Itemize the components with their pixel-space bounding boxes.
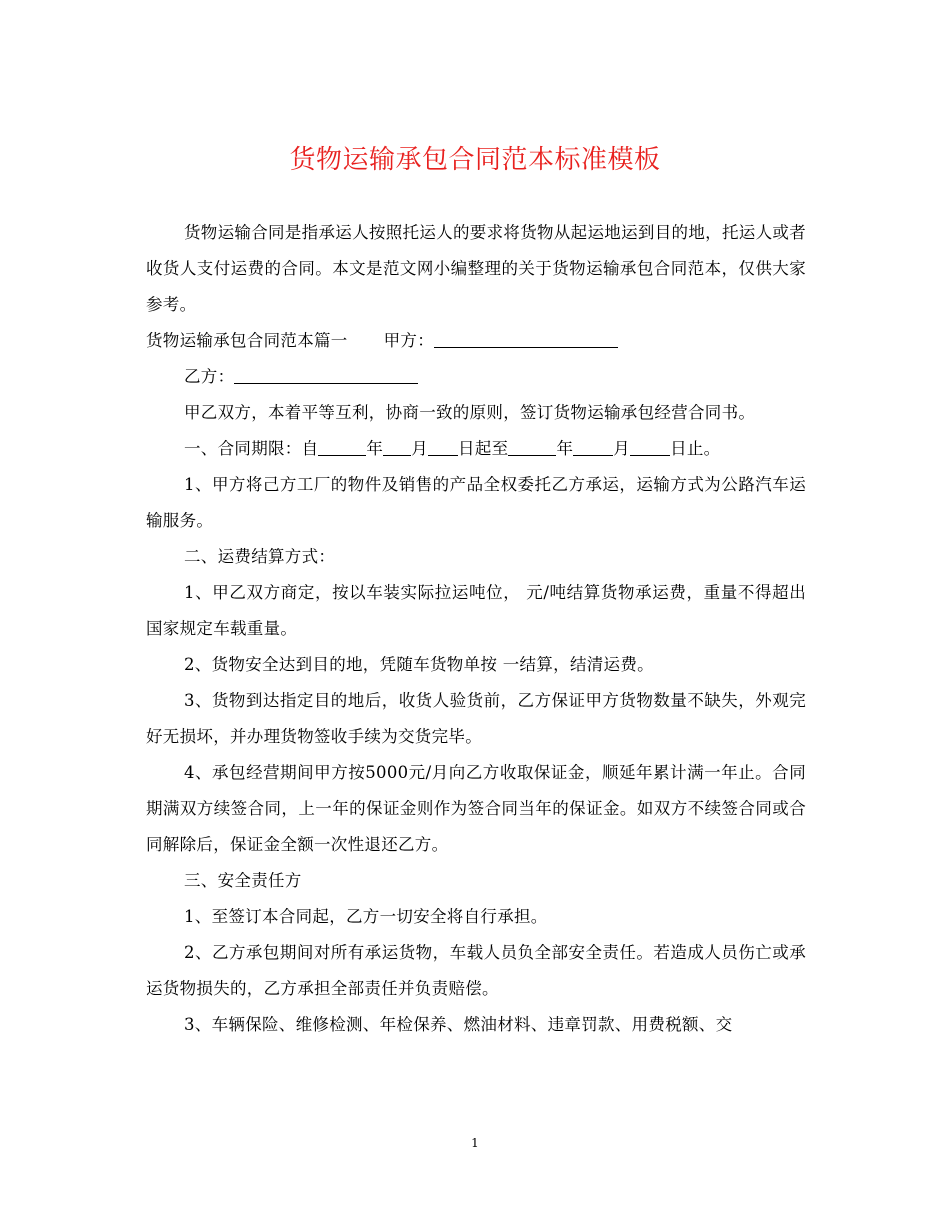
party-b-blank [234,367,418,385]
agreement-paragraph: 甲乙双方，本着平等互利，协商一致的原则，签订货物运输承包经营合同书。 [184,403,756,422]
party-a-blank [434,331,618,349]
term-paragraph [146,431,806,467]
term-month1: 月 [411,439,429,458]
term-blank [508,439,556,457]
clause-3-2-paragraph: 2、乙方承包期间对所有承运货物，车载人员负全部安全责任。若造成人员伤亡或承运货物损失的，乙方承担全部责任并负责赔偿。 [146,943,806,998]
clause-3-1-paragraph: 1、至签订本合同起，乙方一切安全将自行承担。 [184,907,548,926]
clause-1-paragraph: 1、甲方将己方工厂的物件及销售的产品全权委托乙方承运，运输方式为公路汽车运输服务。 [146,475,806,530]
term-blank [318,439,366,457]
clause-2-1-paragraph: 1、甲乙双方商定，按以车装实际拉运吨位， 元/吨结算货物承运费，重量不得超出国家规定车载重量。 [146,583,806,638]
term-prefix: 一、合同期限：自 [184,439,319,458]
section-2-heading: 二、运费结算方式： [184,547,336,566]
term-year1: 年 [366,439,384,458]
term-year2: 年 [556,439,574,458]
document-body [146,215,806,1043]
clause-3-3-paragraph: 3、车辆保险、维修检测、年检保养、燃油材料、违章罚款、用费税额、交 [184,1015,733,1034]
term-blank [630,439,670,457]
term-blank [428,439,458,457]
clause-2-4-paragraph: 4、承包经营期间甲方按5000元/月向乙方收取保证金，顺延年累计满一年止。合同期满双方续签合同，上一年的保证金则作为签合同当年的保证金。如双方不续签合同或合同解除后，保证金全额一次性退还乙方。 [146,763,806,854]
section-heading-line [146,323,806,359]
party-b-label: 乙方： [184,367,235,386]
term-month2: 月 [613,439,631,458]
party-a-label: 甲方： [383,331,435,350]
section-3-heading: 三、安全责任方 [184,871,302,890]
section-heading: 货物运输承包合同范本篇一 [146,331,348,350]
clause-2-3-paragraph: 3、货物到达指定目的地后，收货人验货前，乙方保证甲方货物数量不缺失，外观完好无损坏，并办理货物签收手续为交货完毕。 [146,691,806,746]
clause-2-2-paragraph: 2、货物安全达到目的地，凭随车货物单按 一结算，结清运费。 [184,655,654,674]
intro-paragraph: 货物运输合同是指承运人按照托运人的要求将货物从起运地运到目的地，托运人或者收货人支付运费的合同。本文是范文网小编整理的关于货物运输承包合同范本，仅供大家参考。 [146,223,806,314]
term-blank [573,439,613,457]
document-title: 货物运输承包合同范本标准模板 [289,145,661,175]
party-b-line [146,359,806,395]
term-blank [383,439,411,457]
term-day2: 日止。 [670,439,721,458]
term-day1: 日起至 [458,439,509,458]
page-number: 1 [471,1136,479,1150]
